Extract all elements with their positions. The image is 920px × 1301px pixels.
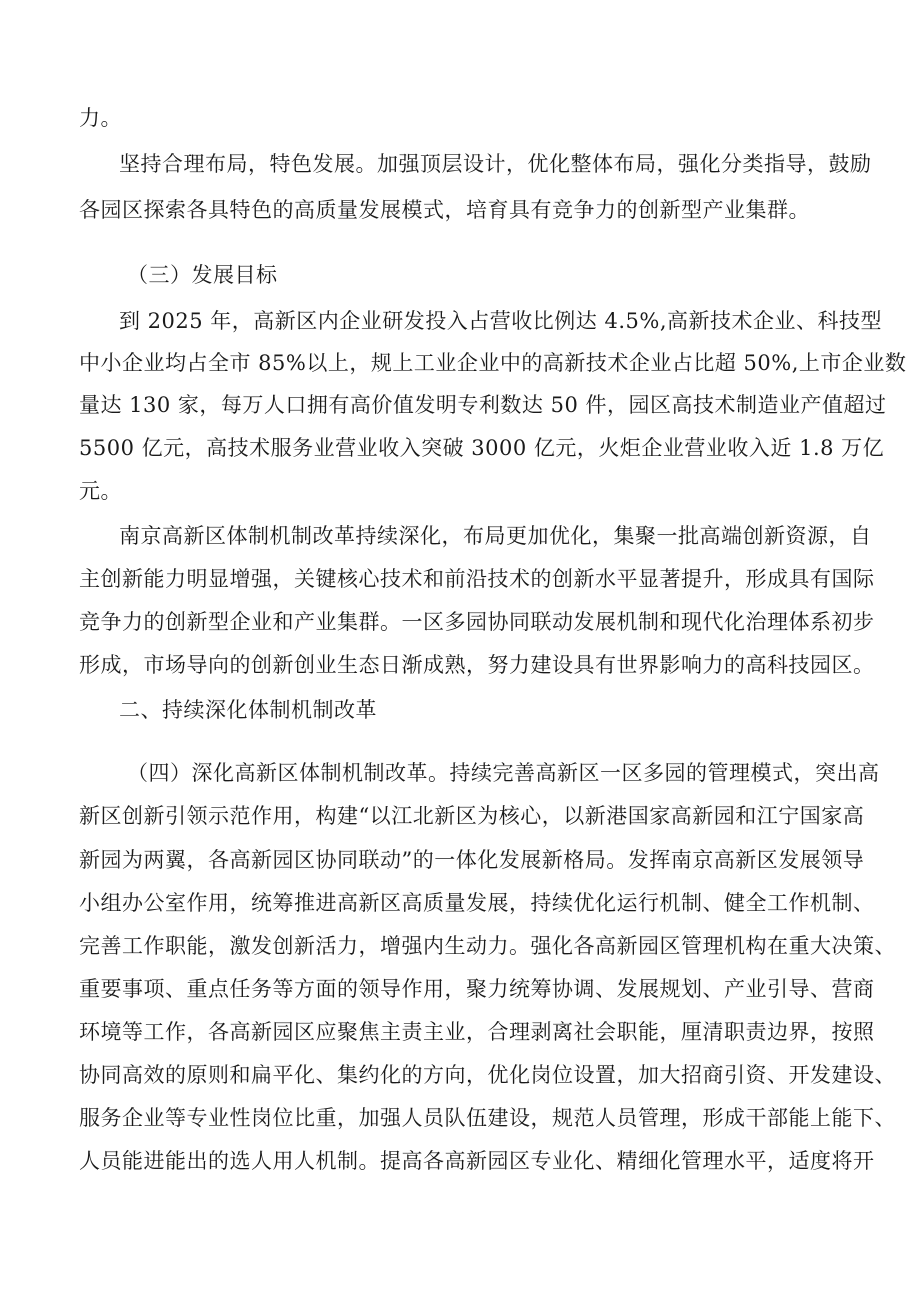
text-line: 新园为两翼，各高新园区协同联动”的一体化发展新格局。发挥南京高新区发展领导 <box>79 848 865 872</box>
text-line: 服务企业等专业性岗位比重，加强人员队伍建设，规范人员管理，形成干部能上能下、 <box>79 1106 896 1130</box>
text-line: 到 2025 年，高新区内企业研发投入占营收比例达 4.5%,高新技术企业、科技型 <box>119 309 882 333</box>
text-line: 完善工作职能，激发创新活力，增强内生动力。强化各高新园区管理机构在重大决策、 <box>79 934 896 958</box>
text-line: 各园区探索各具特色的高质量发展模式，培育具有竞争力的创新型产业集群。 <box>79 198 810 222</box>
text-line: 形成，市场导向的创新创业生态日渐成熟，努力建设具有世界影响力的高科技园区。 <box>79 653 875 677</box>
text-line: 力。 <box>79 106 122 130</box>
text-line: 竞争力的创新型企业和产业集群。一区多园协同联动发展机制和现代化治理体系初步 <box>79 610 875 634</box>
text-line: 元。 <box>79 479 122 503</box>
text-line: 协同高效的原则和扁平化、集约化的方向，优化岗位设置，加大招商引资、开发建设、 <box>79 1063 896 1087</box>
text-line: 重要事项、重点任务等方面的领导作用，聚力统筹协调、发展规划、产业引导、营商 <box>79 977 875 1001</box>
text-line: 主创新能力明显增强，关键核心技术和前沿技术的创新水平显著提升，形成具有国际 <box>79 567 875 591</box>
text-line: 坚持合理布局，特色发展。加强顶层设计，优化整体布局，强化分类指导，鼓励 <box>119 152 872 176</box>
text-line: 南京高新区体制机制改革持续深化，布局更加优化，集聚一批高端创新资源，自 <box>119 524 872 548</box>
text-line: 小组办公室作用，统筹推进高新区高质量发展，持续优化运行机制、健全工作机制、 <box>79 891 875 915</box>
text-line: 新区创新引领示范作用，构建“以江北新区为核心，以新港国家高新园和江宁国家高 <box>79 804 865 828</box>
text-line: 环境等工作，各高新园区应聚焦主责主业，合理剥离社会职能，厘清职责边界，按照 <box>79 1020 875 1044</box>
text-line: 5500 亿元，高技术服务业营业收入突破 3000 亿元，火炬企业营业收入近 1.8 万亿 <box>79 436 885 460</box>
text-line: 量达 130 家，每万人口拥有高价值发明专利数达 50 件，园区高技术制造业产值超过 <box>79 393 887 417</box>
text-line: （四）深化高新区体制机制改革。持续完善高新区一区多园的管理模式，突出高 <box>127 761 880 785</box>
section-heading: （三）发展目标 <box>127 263 278 287</box>
section-heading: 二、持续深化体制机制改革 <box>119 698 377 722</box>
text-line: 人员能进能出的选人用人机制。提高各高新园区专业化、精细化管理水平，适度将开 <box>79 1149 875 1173</box>
text-line: 中小企业均占全市 85%以上，规上工业企业中的高新技术企业占比超 50%,上市企业数 <box>79 351 907 375</box>
